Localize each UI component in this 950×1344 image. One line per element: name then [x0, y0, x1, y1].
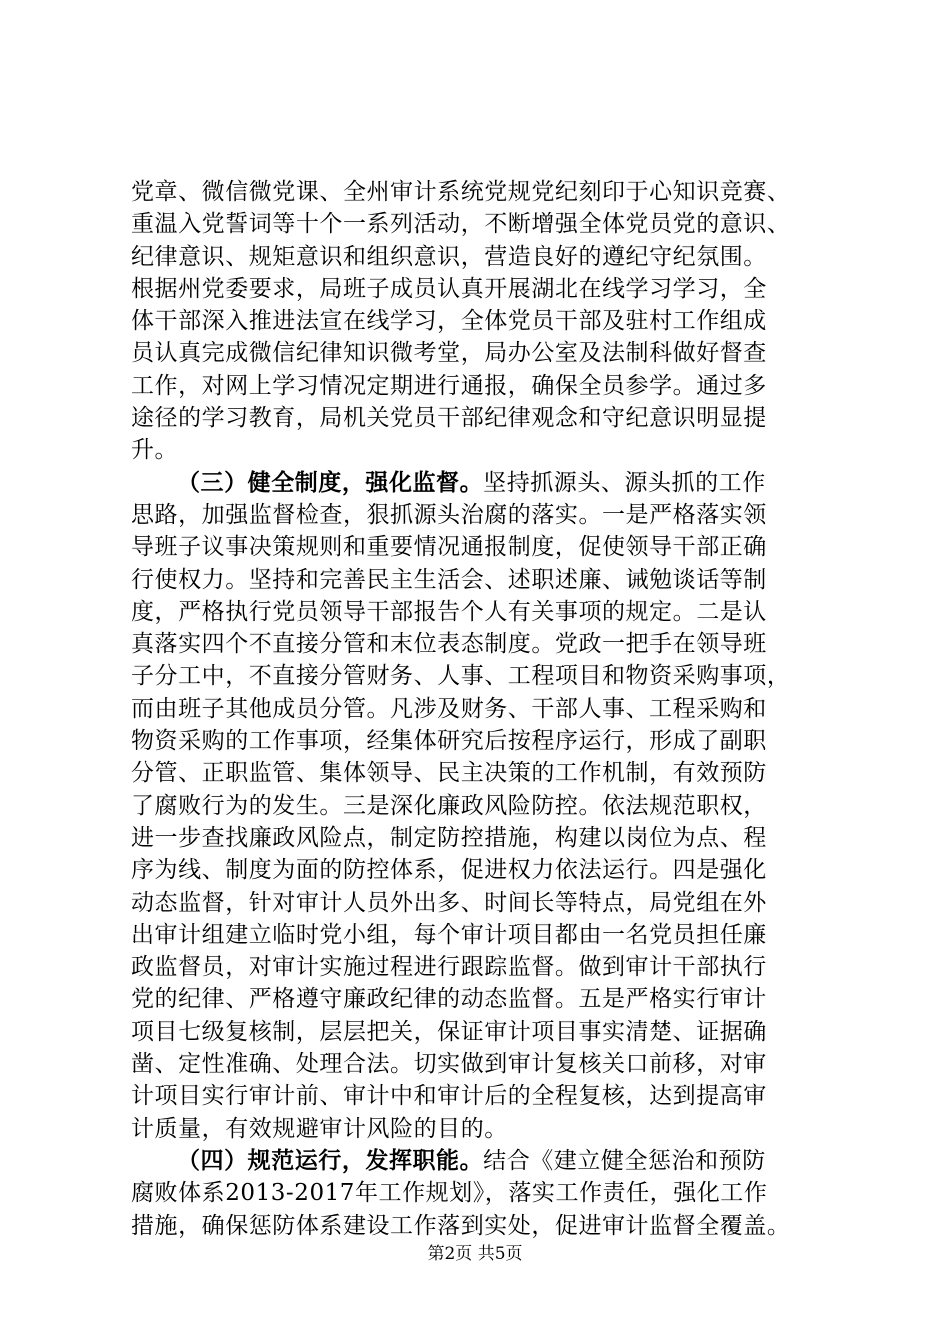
text-line: 计项目实行审计前、审计中和审计后的全程复核，达到提高审 [131, 1083, 767, 1110]
text-line: 物资采购的工作事项，经集体研究后按程序运行，形成了副职 [131, 728, 767, 755]
text-line: 员认真完成微信纪律知识微考堂，局办公室及法制科做好督查 [131, 340, 767, 367]
text-line: 度，严格执行党员领导干部报告个人有关事项的规定。二是认 [131, 598, 767, 625]
section-4-heading: （四）规范运行，发挥职能。 [177, 1146, 484, 1174]
section-3-lead-text: 坚持抓源头、源头抓的工作 [483, 469, 766, 496]
section-4-lead-text: 结合《建立健全惩治和预防 [483, 1147, 766, 1174]
section-3-heading: （三）健全制度，强化监督。 [177, 468, 484, 496]
text-line: 而由班子其他成员分管。凡涉及财务、干部人事、工程采购和 [131, 695, 767, 722]
text-line: 计质量，有效规避审计风险的目的。 [131, 1115, 508, 1142]
text-line: 腐败体系2013-2017年工作规划》，落实工作责任，强化工作 [131, 1180, 768, 1207]
section-3-first-line [131, 467, 843, 499]
text-line: 了腐败行为的发生。三是深化廉政风险防控。依法规范职权， [131, 792, 767, 819]
text-line: 根据州党委要求，局班子成员认真开展湖北在线学习学习，全 [131, 275, 767, 302]
text-line: 党的纪律、严格遵守廉政纪律的动态监督。五是严格实行审计 [131, 986, 767, 1013]
text-line: 重温入党誓词等十个一系列活动，不断增强全体党员党的意识、 [131, 211, 791, 238]
text-line: 升。 [131, 437, 179, 464]
text-line: 序为线、制度为面的防控体系，促进权力依法运行。四是强化 [131, 857, 767, 884]
text-line: 子分工中，不直接分管财务、人事、工程项目和物资采购事项， [131, 663, 791, 690]
text-line: 进一步查找廉政风险点，制定防控措施，构建以岗位为点、程 [131, 824, 767, 851]
text-line: 措施，确保惩防体系建设工作落到实处，促进审计监督全覆盖。 [131, 1212, 791, 1239]
text-line: 行使权力。坚持和完善民主生活会、述职述廉、诫勉谈话等制 [131, 566, 767, 593]
text-line: 纪律意识、规矩意识和组织意识，营造良好的遵纪守纪氛围。 [131, 243, 767, 270]
text-line: 分管、正职监管、集体领导、民主决策的工作机制，有效预防 [131, 760, 767, 787]
text-line: 思路，加强监督检查，狠抓源头治腐的落实。一是严格落实领 [131, 501, 767, 528]
text-line: 政监督员，对审计实施过程进行跟踪监督。做到审计干部执行 [131, 954, 767, 981]
text-line: 党章、微信微党课、全州审计系统党规党纪刻印于心知识竞赛、 [131, 179, 791, 205]
page-footer: 第2页 共5页 [427, 1244, 523, 1264]
text-line: 导班子议事决策规则和重要情况通报制度，促使领导干部正确 [131, 534, 767, 561]
text-line: 凿、定性准确、处理合法。切实做到审计复核关口前移，对审 [131, 1051, 767, 1078]
document-body [131, 176, 843, 1242]
text-line: 真落实四个不直接分管和末位表态制度。党政一把手在领导班 [131, 631, 767, 658]
text-line: 工作，对网上学习情况定期进行通报，确保全员参学。通过多 [131, 372, 767, 399]
text-line: 动态监督，针对审计人员外出多、时间长等特点，局党组在外 [131, 889, 767, 916]
text-line: 体干部深入推进法宣在线学习，全体党员干部及驻村工作组成 [131, 308, 767, 335]
section-4-first-line [131, 1145, 843, 1177]
text-line: 出审计组建立临时党小组，每个审计项目都由一名党员担任廉 [131, 921, 767, 948]
text-line: 项目七级复核制，层层把关，保证审计项目事实清楚、证据确 [131, 1018, 767, 1045]
text-line: 途径的学习教育，局机关党员干部纪律观念和守纪意识明显提 [131, 405, 767, 432]
